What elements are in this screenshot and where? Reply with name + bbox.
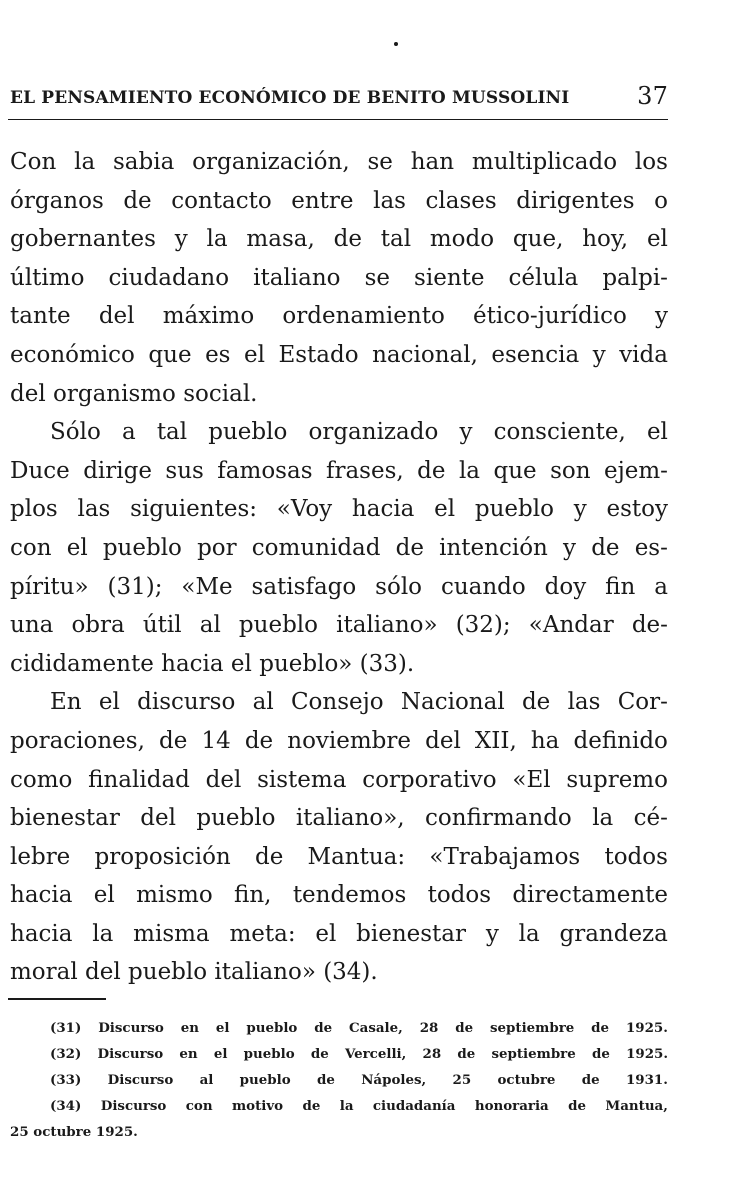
text-line: económico que es el Estado nacional, esencia y vida — [10, 341, 668, 368]
text-line: hacia el mismo fin, tendemos todos directamente — [10, 882, 668, 909]
footnote-line: (31) Discurso en el pueblo de Casale, 28 de septiembre de 1925. — [50, 1020, 668, 1036]
page-number: 37 — [637, 82, 668, 110]
footnote-line: (32) Discurso en el pueblo de Vercelli, 28 de septiembre de 1925. — [50, 1046, 668, 1062]
running-head — [10, 82, 668, 114]
text-line: órganos de contacto entre las clases dirigentes o — [10, 187, 668, 214]
footnote-line: (34) Discurso con motivo de la ciudadanía honoraria de Mantua, — [50, 1098, 668, 1114]
text-line: con el pueblo por comunidad de intención y de es- — [10, 534, 668, 561]
text-line: Duce dirige sus famosas frases, de la que son ejem- — [10, 457, 668, 484]
text-line: En el discurso al Consejo Nacional de las Cor- — [50, 689, 668, 716]
text-line: poraciones, de 14 de noviembre del XII, ha definido — [10, 727, 668, 754]
text-line: Con la sabia organización, se han multiplicado los — [10, 149, 668, 175]
text-line: una obra útil al pueblo italiano» (32); «Andar de- — [10, 612, 668, 639]
footnote-rule — [8, 998, 106, 1000]
footnote-line: (33) Discurso al pueblo de Nápoles, 25 octubre de 1931. — [50, 1072, 668, 1088]
text-line: píritu» (31); «Me satisfago sólo cuando doy fin a — [10, 573, 668, 600]
text-line: gobernantes y la masa, de tal modo que, hoy, el — [10, 226, 668, 253]
text-line: cididamente hacia el pueblo» (33). — [10, 650, 415, 677]
running-head-title: EL PENSAMIENTO ECONÓMICO DE BENITO MUSSOLINI — [10, 88, 570, 108]
header-rule — [8, 119, 668, 120]
footnotes — [10, 1015, 668, 1145]
printer-mark — [394, 42, 398, 46]
main-text — [10, 143, 668, 992]
text-line: bienestar del pueblo italiano», confirmando la cé- — [10, 805, 668, 832]
text-line: hacia la misma meta: el bienestar y la grandeza — [10, 920, 668, 947]
text-line: como finalidad del sistema corporativo «El supremo — [10, 766, 668, 793]
text-line: último ciudadano italiano se siente célula palpi- — [10, 264, 668, 291]
footnote-line: 25 octubre 1925. — [10, 1124, 138, 1140]
text-line: lebre proposición de Mantua: «Trabajamos todos — [10, 843, 668, 870]
text-line: Sólo a tal pueblo organizado y consciente, el — [50, 419, 668, 446]
text-line: tante del máximo ordenamiento ético-jurídico y — [10, 303, 668, 330]
text-line: plos las siguientes: «Voy hacia el pueblo y estoy — [10, 496, 668, 523]
text-line: del organismo social. — [10, 380, 258, 407]
text-line: moral del pueblo italiano» (34). — [10, 959, 378, 986]
